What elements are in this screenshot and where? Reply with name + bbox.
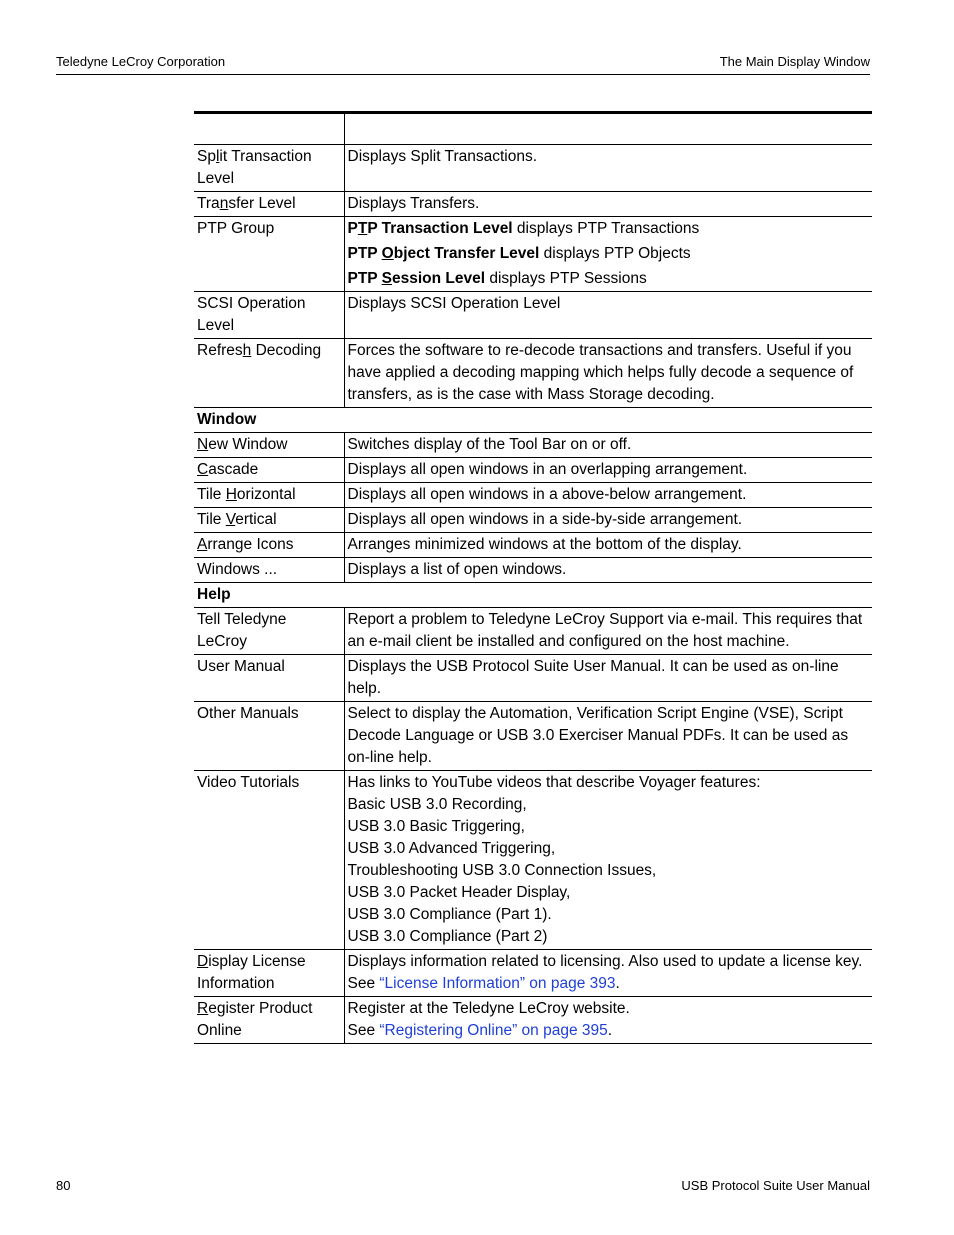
table-row <box>194 192 872 217</box>
table-row <box>194 145 872 192</box>
table-row <box>194 458 872 483</box>
command-name: Cascade <box>194 458 344 483</box>
command-name: Split Transaction Level <box>194 145 344 192</box>
command-description: Displays all open windows in a side-by-side arrangement. <box>344 508 872 533</box>
section-title: Window <box>194 408 872 433</box>
video-line: USB 3.0 Advanced Triggering, <box>347 840 556 857</box>
running-header-right: The Main Display Window <box>719 54 870 69</box>
command-name: Video Tutorials <box>194 771 344 950</box>
command-description <box>344 950 872 997</box>
command-name: Transfer Level <box>194 192 344 217</box>
table-row <box>194 292 872 339</box>
command-description: Displays Transfers. <box>344 192 872 217</box>
license-desc: Displays information related to licensing. Also used to update a license key. <box>347 953 863 970</box>
register-see-line: See “Registering Online” on page 395. <box>347 1022 613 1039</box>
command-description <box>344 217 872 292</box>
license-information-link[interactable]: “License Information” on page 393 <box>379 975 616 992</box>
command-description: Report a problem to Teledyne LeCroy Support via e-mail. This requires that an e-mail client be installed and configured on the host machine. <box>344 608 872 655</box>
command-name: New Window <box>194 433 344 458</box>
running-header-left: Teledyne LeCroy Corporation <box>56 54 226 69</box>
ptp-transaction-line: PTP Transaction Level displays PTP Transactions <box>347 220 700 237</box>
menu-command-table <box>194 111 872 1044</box>
video-line: USB 3.0 Compliance (Part 2) <box>347 928 548 945</box>
video-line: Basic USB 3.0 Recording, <box>347 796 527 813</box>
table-row <box>194 655 872 702</box>
header-rule <box>56 74 870 75</box>
command-name: Refresh Decoding <box>194 339 344 408</box>
command-name: User Manual <box>194 655 344 702</box>
video-line: USB 3.0 Compliance (Part 1). <box>347 906 552 923</box>
table-row <box>194 558 872 583</box>
command-description: Displays SCSI Operation Level <box>344 292 872 339</box>
video-line: USB 3.0 Packet Header Display, <box>347 884 571 901</box>
section-header-help <box>194 583 872 608</box>
table-row <box>194 608 872 655</box>
register-desc: Register at the Teledyne LeCroy website. <box>347 1000 630 1017</box>
command-description: Displays the USB Protocol Suite User Manual. It can be used as on-line help. <box>344 655 872 702</box>
ptp-session-line: PTP Session Level displays PTP Sessions <box>347 270 647 287</box>
registering-online-link[interactable]: “Registering Online” on page 395 <box>379 1022 608 1039</box>
command-description <box>344 771 872 950</box>
command-name: Tile Vertical <box>194 508 344 533</box>
table-top-row <box>194 113 872 145</box>
command-description <box>344 997 872 1044</box>
table-row <box>194 533 872 558</box>
command-description: Displays a list of open windows. <box>344 558 872 583</box>
command-description: Forces the software to re-decode transactions and transfers. Useful if you have applied a decoding mapping which helps fully decode a sequence of transfers, as is the case with Mass Storage decoding. <box>344 339 872 408</box>
command-description: Displays all open windows in a above-below arrangement. <box>344 483 872 508</box>
command-name: Arrange Icons <box>194 533 344 558</box>
table-row-video-tutorials <box>194 771 872 950</box>
command-name: Tell Teledyne LeCroy <box>194 608 344 655</box>
table-row <box>194 702 872 771</box>
license-see-line: See “License Information” on page 393. <box>347 975 620 992</box>
table-row <box>194 339 872 408</box>
table-row <box>194 508 872 533</box>
command-name: Display License Information <box>194 950 344 997</box>
command-description: Arranges minimized windows at the bottom of the display. <box>344 533 872 558</box>
command-name: Register Product Online <box>194 997 344 1044</box>
table-row-register <box>194 997 872 1044</box>
command-description: Switches display of the Tool Bar on or off. <box>344 433 872 458</box>
table-row <box>194 433 872 458</box>
command-description: Displays all open windows in an overlapping arrangement. <box>344 458 872 483</box>
video-line: USB 3.0 Basic Triggering, <box>347 818 525 835</box>
video-line: Has links to YouTube videos that describe Voyager features: <box>347 774 761 791</box>
command-name: SCSI Operation Level <box>194 292 344 339</box>
command-name: PTP Group <box>194 217 344 292</box>
command-description: Select to display the Automation, Verification Script Engine (VSE), Script Decode Language or USB 3.0 Exerciser Manual PDFs. It can be used as on-line help. <box>344 702 872 771</box>
command-description: Displays Split Transactions. <box>344 145 872 192</box>
command-name: Other Manuals <box>194 702 344 771</box>
table-row-ptp-group <box>194 217 872 292</box>
section-header-window <box>194 408 872 433</box>
ptp-object-line: PTP Object Transfer Level displays PTP Objects <box>347 245 691 262</box>
video-line: Troubleshooting USB 3.0 Connection Issues, <box>347 862 657 879</box>
table-row <box>194 483 872 508</box>
running-footer-title: USB Protocol Suite User Manual <box>681 1178 870 1193</box>
page-number: 80 <box>56 1178 71 1193</box>
table-row-license <box>194 950 872 997</box>
section-title: Help <box>194 583 872 608</box>
command-name: Windows ... <box>194 558 344 583</box>
command-name: Tile Horizontal <box>194 483 344 508</box>
